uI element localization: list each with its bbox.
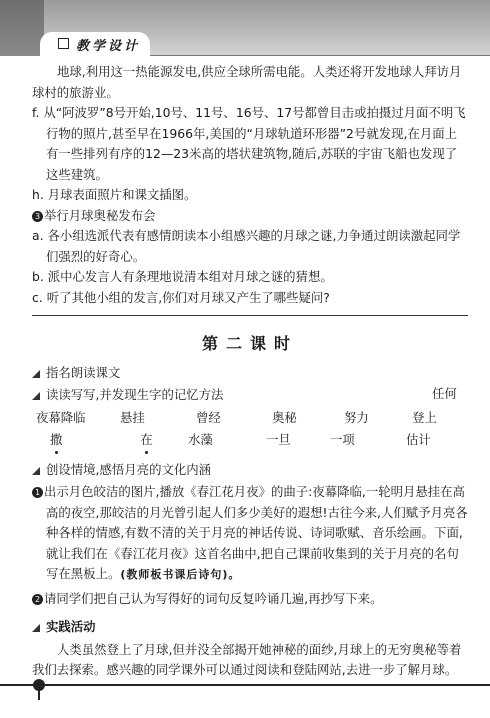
vocab-word: 悬挂 (120, 409, 145, 425)
vocab-word: 在 (140, 430, 152, 451)
item-h: h. 月球表面照片和课文插图。 (32, 187, 197, 202)
section-heading-4 (32, 617, 468, 638)
lesson-title: 第二课时 (201, 334, 298, 353)
section-heading-2 (32, 385, 468, 406)
paragraph-1 (32, 482, 468, 586)
item-a: a. 各小组选派代表有感情朗读本小组感兴趣的月球之谜,力争通过朗读激起同学们强烈的好奇心。 (32, 228, 461, 264)
section-2-label: 读读写写,并发现生字的记忆方法 (46, 387, 224, 402)
item-c: c. 听了其他小组的发言,你们对月球又产生了哪些疑问? (32, 289, 330, 305)
footer-tick (38, 686, 40, 700)
number-2-badge: 2 (32, 594, 43, 605)
header-corner (0, 0, 44, 56)
vocab-grid (32, 408, 468, 456)
corner-arrow-icon (32, 623, 41, 632)
vocab-word: 努力 (344, 409, 369, 425)
header-rule (150, 55, 490, 56)
vocab-word: 曾经 (196, 409, 221, 425)
paragraph-top: 地球,利用这一热能源发电,供应全球所需电能。人类还将开发地球人拜访月球村的旅游业。 (32, 64, 462, 100)
section-divider (32, 315, 468, 316)
vocab-word: 一项 (330, 431, 355, 447)
vocab-word: 任何 (432, 386, 457, 401)
vocab-word: 一旦 (266, 431, 291, 447)
footer-rule (0, 684, 490, 686)
section-heading-1 (32, 363, 468, 384)
vocab-word: 估计 (406, 431, 431, 447)
section-4-label: 实践活动 (46, 619, 96, 634)
paragraph-2-text: 请同学们把自己认为写得好的词句反复吟诵几遍,再抄写下来。 (44, 590, 383, 606)
item-f: f. 从“阿波罗”8号开始,10号、11号、16号、17号都曾目击或拍摄过月面不明飞行物的照片,甚至早在1966年,美国的“月球轨道环形器”2号就发现,在月面上有一些排列有序的12—23米高的塔状建筑物,随后,苏联的宇宙飞船也发现了这些建筑。 (32, 105, 466, 182)
page-header (0, 0, 490, 56)
vocab-word: 夜幕降临 (36, 409, 86, 425)
paragraph-2 (32, 589, 468, 610)
item-3-heading (32, 206, 468, 227)
vocab-word: 登上 (412, 409, 437, 425)
item-b: b. 派中心发言人有条理地说清本组对月球之谜的猜想。 (32, 269, 333, 284)
item-3-label: 举行月球奥秘发布会 (44, 207, 156, 223)
vocab-word: 奥秘 (272, 409, 297, 425)
vocab-word: 撒 (50, 430, 62, 451)
section-heading-3 (32, 460, 468, 481)
paragraph-3: 人类虽然登上了月球,但并没全部揭开她神秘的面纱,月球上的无穷奥秘等着我们去探索。感兴趣的同学课外可以通过阅读和登陆网站,去进一步了解月球。 (32, 641, 462, 677)
paragraph-1-text: 出示月色皎洁的图片,播放《春江花月夜》的曲子:夜幕降临,一轮明月悬挂在高高的夜空,那皎洁的月光曾引起人们多少美好的遐想!古往今来,人们赋予月亮各种各样的情感,有数不清的关于月亮的神话传说、诗词歌赋、音乐绘画。下面,就让我们在《春江花月夜》这首名曲中,把自己课前收集到的关于月亮的名句写在黑板上。 (44, 484, 468, 581)
vocab-word: 水藻 (188, 431, 213, 447)
corner-arrow-icon (32, 369, 41, 378)
number-3-badge: 3 (32, 211, 43, 222)
number-1-badge: 1 (32, 487, 43, 498)
paragraph-1-note: (教师板书课后诗句)。 (120, 568, 241, 581)
page-content (32, 62, 468, 681)
square-icon (58, 38, 69, 49)
corner-arrow-icon (32, 391, 41, 400)
section-3-label: 创设情境,感悟月亮的文化内涵 (46, 461, 212, 477)
section-1-label: 指名朗读课文 (46, 364, 121, 380)
corner-arrow-icon (32, 466, 41, 475)
header-title: 教学设计 (76, 39, 141, 54)
